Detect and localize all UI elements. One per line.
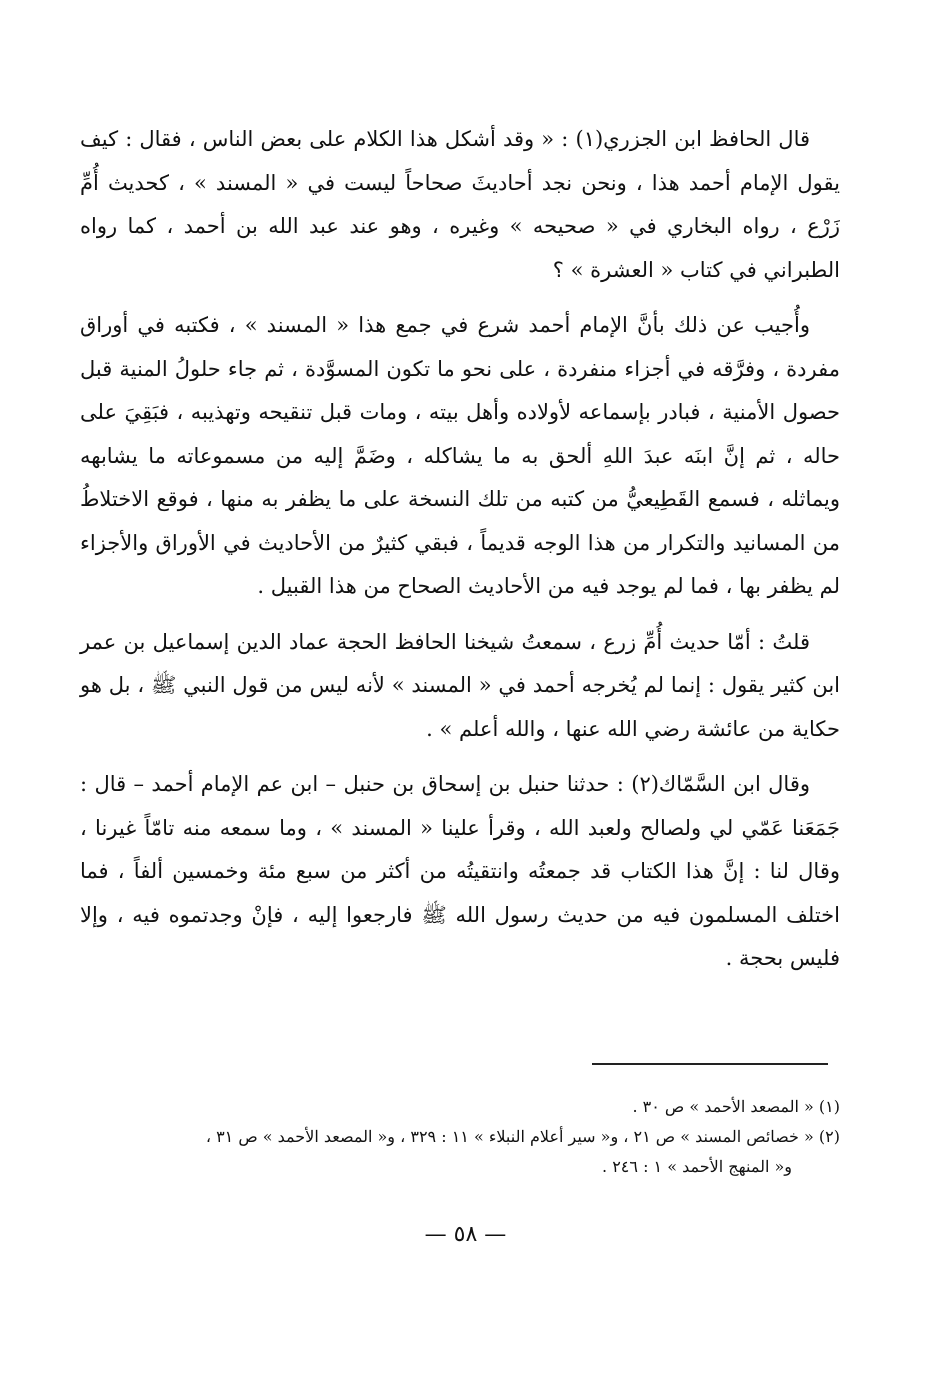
paragraph-3: قلتُ : أمّا حديث أُمِّ زرع ، سمعتُ شيخنا الحافظ الحجة عماد الدين إسماعيل بن عمر ابن كثير يقول : إنما لم يُخرجه أحمد في « المسند » لأنه ليس من قول النبي ﷺ ، بل هو حكاية من عائشة رضي الله عنها ، والله أعلم » . [80,629,840,741]
footnote-2-continuation: و« المنهج الأحمد » ١ : ٢٤٦ . [602,1157,792,1176]
paragraph-4: وقال ابن السَّمّاك(٢) : حدثنا حنبل بن إسحاق بن حنبل – ابن عم الإمام أحمد – قال : جَمَعَنا عَمّي لي ولصالح ولعبد الله ، وقرأ علينا « المسند » ، وما سمعه منه تامّاً غيرنا ، وقال لنا : إنَّ هذا الكتاب قد جمعتُه وانتقيتُه من أكثر من سبع مئة وخمسين ألفاً ، فما اختلف المسلمون فيه من حديث رسول الله ﷺ فارجعوا إليه ، فإنْ وجدتموه فيه ، وإلا فليس بحجة . [80,772,840,970]
paragraph-2: وأُجيب عن ذلك بأنَّ الإمام أحمد شرع في جمع هذا « المسند » ، فكتبه في أوراق مفردة ، وفرَّقه في أجزاء منفردة ، على نحو ما تكون المسوَّدة ، ثم جاء حلولُ المنية قبل حصول الأمنية ، فبادر بإسماعه لأولاده وأهل بيته ، ومات قبل تنقيحه وتهذيبه ، فبَقِيَ على حاله ، ثم إنَّ ابنَه عبدَ اللهِ ألحق به ما يشاكله ، وضَمَّ إليه من مسموعاته ما يشابهه ويماثله ، فسمع القَطِيعيُّ من كتبه من تلك النسخة على ما يظفر به منها ، فوقع الاختلاطُ من المسانيد والتكرار من هذا الوجه قديماً ، فبقي كثيرٌ من الأحاديث في الأوراق والأجزاء لم يظفر بها ، فما لم يوجد فيه من الأحاديث الصحاح من هذا القبيل . [80,313,840,598]
paragraph-1: قال الحافظ ابن الجزري(١) : « وقد أشكل هذا الكلام على بعض الناس ، فقال : كيف يقول الإمام أحمد هذا ، ونحن نجد أحاديثَ صحاحاً ليست في « المسند » ، كحديث أُمِّ زَرْع ، رواه البخاري في « صحيحه » وغيره ، وهو عند عبد الله بن أحمد ، كما رواه الطبراني في كتاب « العشرة » ؟ [80,127,840,282]
footnote-2: (٢) « خصائص المسند » ص ٢١ ، و« سير أعلام النبلاء » ١١ : ٣٢٩ ، و« المصعد الأحمد » ص ٣١ ، [205,1127,840,1146]
main-text [80,118,840,993]
footnote-1: (١) « المصعد الأحمد » ص ٣٠ . [632,1097,840,1116]
footnote-separator [592,1063,828,1065]
footnotes [80,1092,840,1182]
page-number: — ٥٨ — [424,1222,507,1247]
